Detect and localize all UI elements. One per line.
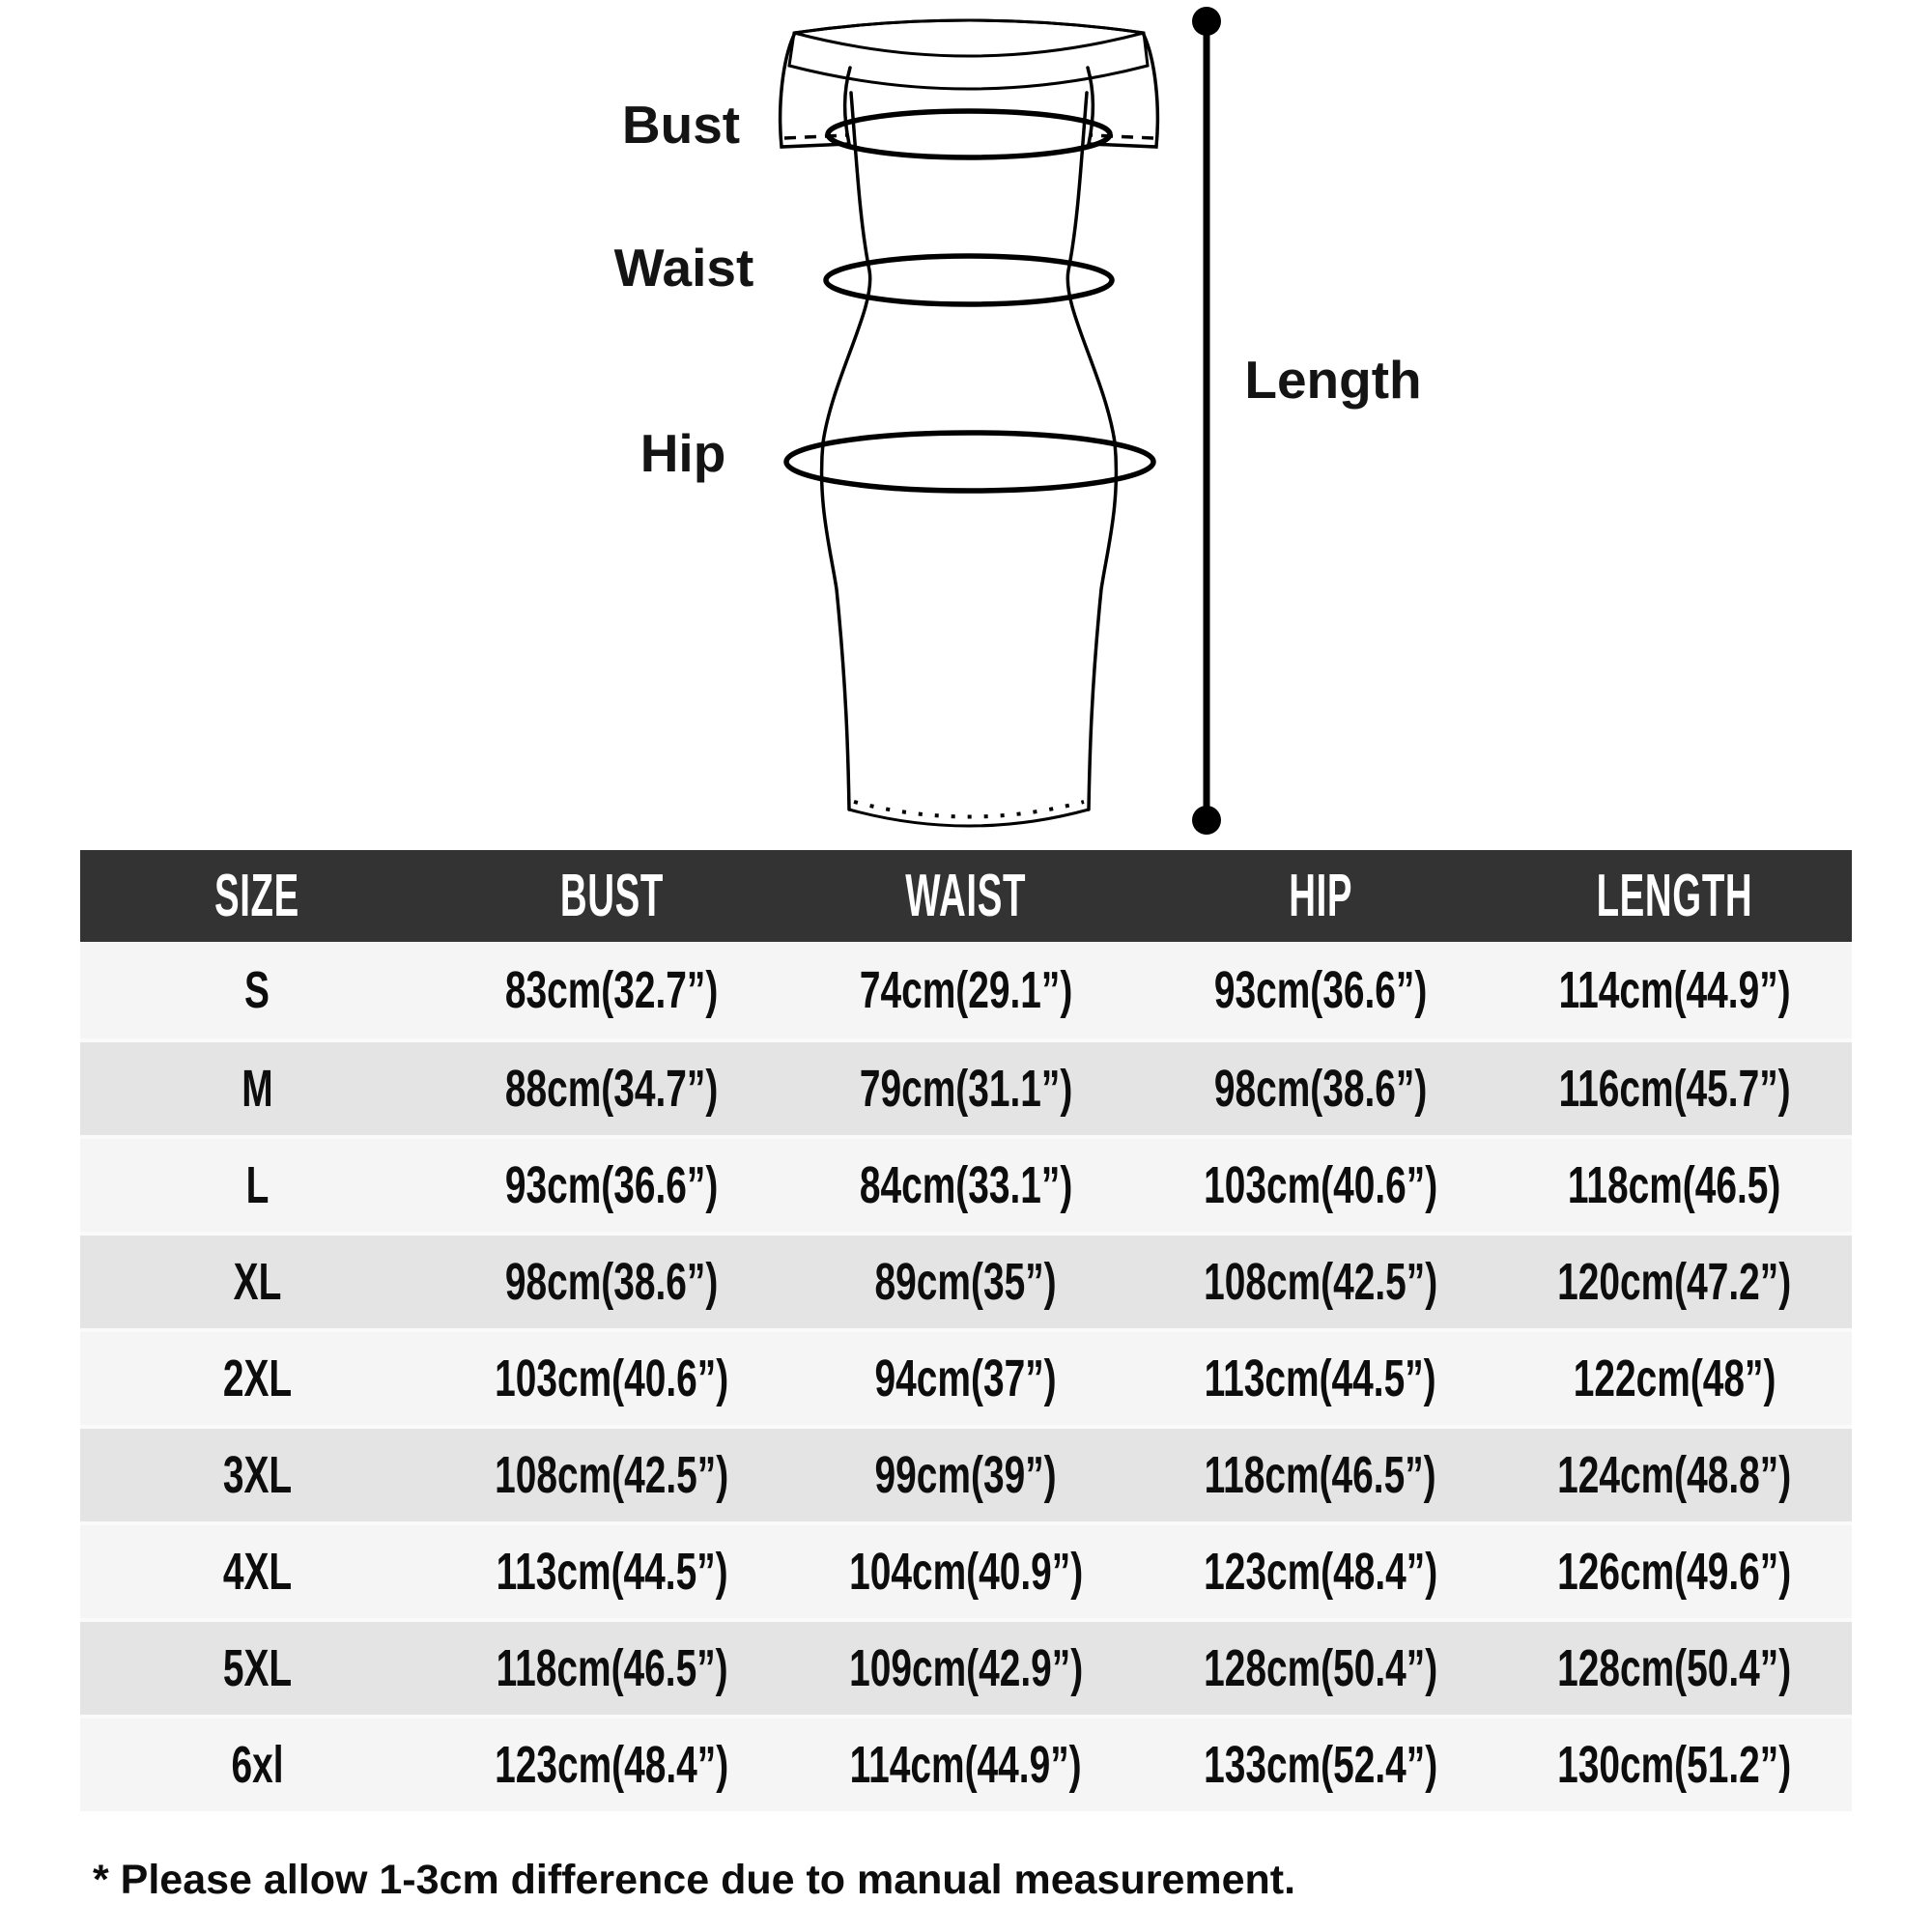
cell-length: 114cm(44.9”): [1558, 961, 1791, 1019]
length-line-top-dot: [1192, 7, 1221, 36]
table-row-s: [80, 942, 1852, 1038]
cell-waist: 79cm(31.1”): [859, 1060, 1073, 1118]
cell-length: 124cm(48.8”): [1557, 1446, 1792, 1504]
cell-waist: 109cm(42.9”): [848, 1639, 1084, 1697]
cell-size: M: [242, 1060, 273, 1118]
table-row-m: [80, 1038, 1852, 1135]
bust-label: Bust: [621, 95, 741, 155]
cell-size: 2XL: [222, 1350, 293, 1407]
cell-hip: 128cm(50.4”): [1203, 1639, 1437, 1697]
cell-waist: 114cm(44.9”): [850, 1736, 1082, 1794]
table-body: [80, 942, 1852, 1811]
cell-length: 116cm(45.7”): [1558, 1060, 1791, 1118]
cell-bust: 103cm(40.6”): [495, 1350, 729, 1407]
cell-hip: 108cm(42.5”): [1203, 1253, 1437, 1311]
cell-hip: 118cm(46.5”): [1204, 1446, 1436, 1504]
header-length: LENGTH: [1596, 863, 1753, 929]
cell-waist: 104cm(40.9”): [848, 1543, 1084, 1601]
header-bust: BUST: [559, 863, 664, 929]
size-table: [80, 850, 1852, 1811]
cell-hip: 123cm(48.4”): [1203, 1543, 1437, 1601]
cell-bust: 113cm(44.5”): [496, 1543, 728, 1601]
table-row-l: [80, 1135, 1852, 1232]
hip-ellipse: [786, 433, 1153, 491]
cell-length: 126cm(49.6”): [1557, 1543, 1792, 1601]
cell-waist: 89cm(35”): [874, 1253, 1058, 1311]
cell-bust: 98cm(38.6”): [504, 1253, 719, 1311]
cell-bust: 93cm(36.6”): [504, 1156, 719, 1214]
table-row-5xl: [80, 1618, 1852, 1715]
cell-hip: 93cm(36.6”): [1213, 961, 1428, 1019]
cell-length: 122cm(48”): [1573, 1350, 1776, 1407]
cell-hip: 113cm(44.5”): [1204, 1350, 1436, 1407]
left-sleeve-hem-dashed: [784, 135, 846, 138]
right-sleeve-hem-dashed: [1092, 135, 1153, 138]
cell-waist: 99cm(39”): [874, 1446, 1058, 1504]
cell-length: 118cm(46.5): [1568, 1156, 1781, 1214]
cell-length: 130cm(51.2”): [1557, 1736, 1792, 1794]
cell-waist: 84cm(33.1”): [859, 1156, 1073, 1214]
waist-label: Waist: [613, 238, 754, 298]
cell-bust: 108cm(42.5”): [495, 1446, 729, 1504]
hip-label: Hip: [639, 423, 726, 483]
cell-bust: 88cm(34.7”): [504, 1060, 719, 1118]
header-waist: WAIST: [905, 863, 1027, 929]
measurement-note: * Please allow 1-3cm difference due to manual measurement.: [93, 1857, 1296, 1903]
table-row-6xl: [80, 1715, 1852, 1811]
cell-size: 3XL: [222, 1446, 293, 1504]
cell-size: 4XL: [222, 1543, 293, 1601]
cell-bust: 123cm(48.4”): [495, 1736, 729, 1794]
table-row-4xl: [80, 1521, 1852, 1618]
table-row-3xl: [80, 1425, 1852, 1521]
cell-waist: 94cm(37”): [874, 1350, 1058, 1407]
length-label: Length: [1244, 350, 1422, 410]
body-right-outline: [1067, 93, 1116, 810]
hem-dashed-line: [854, 802, 1084, 817]
cell-length: 120cm(47.2”): [1557, 1253, 1792, 1311]
cell-size: XL: [233, 1253, 282, 1311]
length-line-bottom-dot: [1192, 806, 1221, 835]
cell-waist: 74cm(29.1”): [859, 961, 1073, 1019]
neckline-hatch: [794, 20, 1144, 56]
cell-hip: 98cm(38.6”): [1213, 1060, 1428, 1118]
cell-bust: 83cm(32.7”): [504, 961, 719, 1019]
cell-hip: 133cm(52.4”): [1203, 1736, 1437, 1794]
cell-bust: 118cm(46.5”): [496, 1639, 728, 1697]
dress-diagram: [0, 0, 1932, 850]
table-header-row: [80, 850, 1852, 942]
cell-hip: 103cm(40.6”): [1203, 1156, 1437, 1214]
cell-size: L: [245, 1156, 270, 1214]
header-hip: HIP: [1288, 863, 1352, 929]
cell-length: 128cm(50.4”): [1557, 1639, 1792, 1697]
bust-ellipse: [828, 111, 1110, 157]
table-row-2xl: [80, 1328, 1852, 1425]
cell-size: 5XL: [222, 1639, 293, 1697]
cell-size: 6xl: [231, 1736, 284, 1794]
body-left-outline: [822, 93, 870, 810]
table-row-xl: [80, 1232, 1852, 1328]
cell-size: S: [244, 961, 270, 1019]
header-size: SIZE: [214, 863, 300, 929]
